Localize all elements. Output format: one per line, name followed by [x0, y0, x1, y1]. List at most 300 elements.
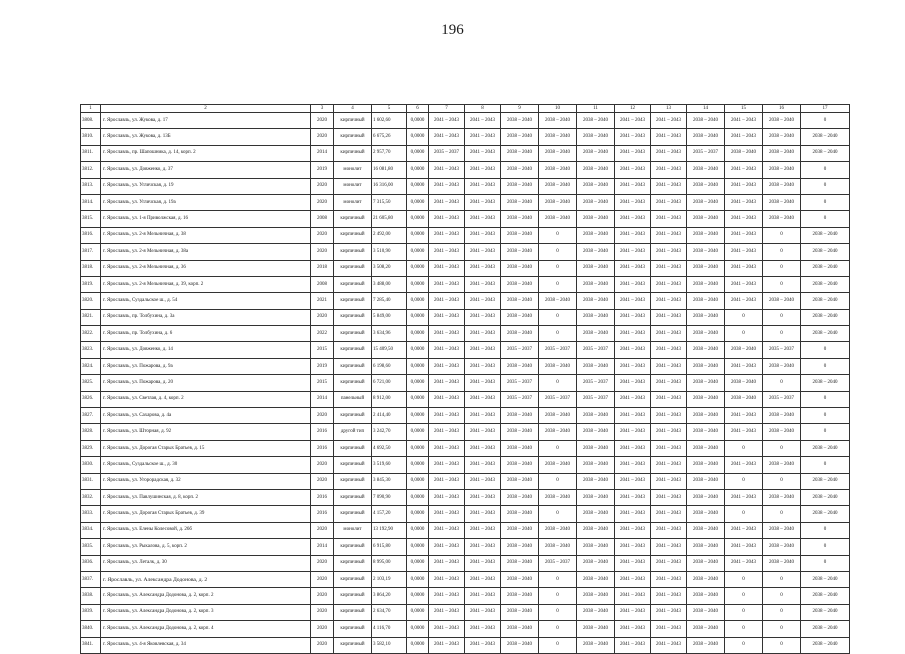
area-cell: 2 414,40 [372, 408, 407, 424]
area-cell: 16 316,00 [372, 178, 407, 194]
year-cell: 2020 [311, 457, 334, 473]
wall-material-cell: кирпичный [334, 145, 372, 161]
year-cell: 2021 [311, 293, 334, 309]
term-c14-cell: 2038 – 2040 [687, 457, 725, 473]
wall-material-cell: кирпичный [334, 113, 372, 129]
term-c9-cell: 2038 – 2040 [501, 457, 539, 473]
wall-material-cell: кирпичный [334, 408, 372, 424]
wall-material-cell: кирпичный [334, 539, 372, 555]
wear-cell: 0,0000 [407, 473, 429, 489]
term-c7-cell: 2041 – 2043 [429, 588, 465, 604]
term-c17-cell: 0 [801, 555, 850, 571]
table-row [81, 129, 850, 145]
term-c14-cell: 2038 – 2040 [687, 194, 725, 210]
term-c15-cell: 2041 – 2043 [725, 113, 763, 129]
term-c14-cell: 2038 – 2040 [687, 637, 725, 653]
row-number-cell: 3826. [81, 391, 101, 407]
term-c8-cell: 2041 – 2043 [465, 571, 501, 587]
term-c14-cell: 2038 – 2040 [687, 129, 725, 145]
term-c11-cell: 2038 – 2040 [577, 309, 615, 325]
term-c16-cell: 2038 – 2040 [763, 539, 801, 555]
wear-cell: 0,0000 [407, 227, 429, 243]
term-c15-cell: 2041 – 2043 [725, 358, 763, 374]
term-c12-cell: 2041 – 2043 [615, 489, 651, 505]
term-c8-cell: 2041 – 2043 [465, 489, 501, 505]
term-c8-cell: 2041 – 2043 [465, 145, 501, 161]
term-c11-cell: 2038 – 2040 [577, 358, 615, 374]
wall-material-cell: кирпичный [334, 309, 372, 325]
term-c14-cell: 2038 – 2040 [687, 162, 725, 178]
term-c7-cell: 2041 – 2043 [429, 539, 465, 555]
address-cell: г. Ярославль, ул. 2-я Мельничная, д. 36 [101, 260, 311, 276]
address-cell: г. Ярославль, ул. Александра Додонова, д. 2 [101, 571, 311, 587]
term-c11-cell: 2038 – 2040 [577, 145, 615, 161]
term-c8-cell: 2041 – 2043 [465, 162, 501, 178]
row-number-cell: 3823. [81, 342, 101, 358]
area-cell: 4 692,50 [372, 440, 407, 456]
year-cell: 2020 [311, 113, 334, 129]
term-c12-cell: 2041 – 2043 [615, 358, 651, 374]
area-cell: 3 845,30 [372, 473, 407, 489]
term-c9-cell: 2038 – 2040 [501, 555, 539, 571]
wear-cell: 0,0000 [407, 211, 429, 227]
term-c8-cell: 2041 – 2043 [465, 604, 501, 620]
term-c7-cell: 2041 – 2043 [429, 522, 465, 538]
term-c9-cell: 2038 – 2040 [501, 424, 539, 440]
term-c13-cell: 2041 – 2043 [651, 571, 687, 587]
term-c9-cell: 2038 – 2040 [501, 276, 539, 292]
table-row [81, 604, 850, 620]
column-number-16: 16 [763, 105, 801, 113]
wear-cell: 0,0000 [407, 162, 429, 178]
area-cell: 2 634,70 [372, 604, 407, 620]
term-c13-cell: 2041 – 2043 [651, 293, 687, 309]
row-number-cell: 3821. [81, 309, 101, 325]
term-c16-cell: 2035 – 2037 [763, 391, 801, 407]
term-c7-cell: 2041 – 2043 [429, 408, 465, 424]
address-cell: г. Ярославль, ул. Елены Колесовой, д. 26б [101, 522, 311, 538]
term-c17-cell: 0 [801, 342, 850, 358]
term-c16-cell: 2038 – 2040 [763, 129, 801, 145]
term-c17-cell: 2038 – 2040 [801, 244, 850, 260]
term-c7-cell: 2041 – 2043 [429, 276, 465, 292]
table-row [81, 375, 850, 391]
term-c9-cell: 2038 – 2040 [501, 211, 539, 227]
term-c16-cell: 0 [763, 637, 801, 653]
term-c12-cell: 2041 – 2043 [615, 555, 651, 571]
term-c12-cell: 2041 – 2043 [615, 309, 651, 325]
table-row [81, 309, 850, 325]
address-cell: г. Ярославль, ул. Угорорадская, д. 32 [101, 473, 311, 489]
term-c12-cell: 2041 – 2043 [615, 375, 651, 391]
address-cell: г. Ярославль, ул. Александра Додонова, д. 2, корп. 4 [101, 621, 311, 637]
address-cell: г. Ярославль, ул. Угличская, д. 19 [101, 178, 311, 194]
address-cell: г. Ярославль, пр. Толбухина, д. 3а [101, 309, 311, 325]
address-cell: г. Ярославль, ул. Довженко, д. 14 [101, 342, 311, 358]
term-c15-cell: 0 [725, 588, 763, 604]
row-number-cell: 3833. [81, 506, 101, 522]
term-c8-cell: 2041 – 2043 [465, 342, 501, 358]
area-cell: 3 582,10 [372, 637, 407, 653]
column-number-row [81, 105, 850, 113]
term-c17-cell: 0 [801, 408, 850, 424]
year-cell: 2014 [311, 539, 334, 555]
term-c16-cell: 0 [763, 506, 801, 522]
term-c17-cell: 0 [801, 358, 850, 374]
term-c8-cell: 2041 – 2043 [465, 227, 501, 243]
term-c9-cell: 2038 – 2040 [501, 440, 539, 456]
term-c8-cell: 2041 – 2043 [465, 424, 501, 440]
row-number-cell: 3834. [81, 522, 101, 538]
term-c8-cell: 2041 – 2043 [465, 358, 501, 374]
wear-cell: 0,0000 [407, 408, 429, 424]
term-c13-cell: 2041 – 2043 [651, 457, 687, 473]
area-cell: 6 675,26 [372, 129, 407, 145]
term-c17-cell: 2038 – 2040 [801, 473, 850, 489]
term-c17-cell: 0 [801, 522, 850, 538]
term-c15-cell: 2041 – 2043 [725, 522, 763, 538]
year-cell: 2020 [311, 588, 334, 604]
term-c17-cell: 0 [801, 178, 850, 194]
area-cell: 8 912,00 [372, 391, 407, 407]
term-c13-cell: 2041 – 2043 [651, 424, 687, 440]
term-c16-cell: 0 [763, 571, 801, 587]
term-c9-cell: 2038 – 2040 [501, 178, 539, 194]
term-c12-cell: 2041 – 2043 [615, 408, 651, 424]
term-c15-cell: 2041 – 2043 [725, 489, 763, 505]
row-number-cell: 3819. [81, 276, 101, 292]
term-c7-cell: 2041 – 2043 [429, 637, 465, 653]
wear-cell: 0,0000 [407, 588, 429, 604]
table-row [81, 276, 850, 292]
wall-material-cell: кирпичный [334, 637, 372, 653]
row-number-cell: 3837. [81, 571, 101, 587]
table-row [81, 178, 850, 194]
year-cell: 2018 [311, 260, 334, 276]
term-c9-cell: 2038 – 2040 [501, 489, 539, 505]
address-cell: г. Ярославль, ул. Светлая, д. 4, корп. 2 [101, 391, 311, 407]
column-number-14: 14 [687, 105, 725, 113]
term-c7-cell: 2041 – 2043 [429, 129, 465, 145]
address-cell: г. Ярославль, ул. Александра Додонова, д. 2, корп. 2 [101, 588, 311, 604]
term-c14-cell: 2038 – 2040 [687, 113, 725, 129]
wear-cell: 0,0000 [407, 440, 429, 456]
term-c14-cell: 2038 – 2040 [687, 227, 725, 243]
column-number-12: 12 [615, 105, 651, 113]
address-cell: г. Ярославль, пр. Толбухина, д. 6 [101, 326, 311, 342]
table-row [81, 145, 850, 161]
term-c14-cell: 2038 – 2040 [687, 473, 725, 489]
area-cell: 2 957,70 [372, 145, 407, 161]
year-cell: 2014 [311, 391, 334, 407]
area-cell: 15 409,50 [372, 342, 407, 358]
wear-cell: 0,0000 [407, 342, 429, 358]
row-number-cell: 3841. [81, 637, 101, 653]
term-c7-cell: 2041 – 2043 [429, 473, 465, 489]
term-c13-cell: 2041 – 2043 [651, 326, 687, 342]
term-c10-cell: 0 [539, 227, 577, 243]
term-c12-cell: 2041 – 2043 [615, 129, 651, 145]
wall-material-cell: кирпичный [334, 489, 372, 505]
term-c12-cell: 2041 – 2043 [615, 621, 651, 637]
term-c16-cell: 0 [763, 260, 801, 276]
term-c11-cell: 2038 – 2040 [577, 440, 615, 456]
wall-material-cell: кирпичный [334, 473, 372, 489]
term-c11-cell: 2038 – 2040 [577, 522, 615, 538]
term-c9-cell: 2038 – 2040 [501, 227, 539, 243]
wall-material-cell: монолит [334, 178, 372, 194]
term-c12-cell: 2041 – 2043 [615, 604, 651, 620]
term-c11-cell: 2038 – 2040 [577, 211, 615, 227]
term-c9-cell: 2038 – 2040 [501, 358, 539, 374]
term-c13-cell: 2041 – 2043 [651, 489, 687, 505]
term-c15-cell: 0 [725, 326, 763, 342]
term-c15-cell: 0 [725, 621, 763, 637]
term-c15-cell: 0 [725, 473, 763, 489]
address-cell: г. Ярославль, ул. Павлушинская, д. 8, корп. 2 [101, 489, 311, 505]
year-cell: 2020 [311, 621, 334, 637]
wear-cell: 0,0000 [407, 113, 429, 129]
term-c17-cell: 0 [801, 162, 850, 178]
year-cell: 2020 [311, 473, 334, 489]
term-c8-cell: 2041 – 2043 [465, 178, 501, 194]
term-c8-cell: 2041 – 2043 [465, 506, 501, 522]
address-cell: г. Ярославль, ул. 4-я Яковлевская, д. 34 [101, 637, 311, 653]
term-c13-cell: 2041 – 2043 [651, 342, 687, 358]
term-c17-cell: 0 [801, 211, 850, 227]
table-row [81, 571, 850, 587]
term-c11-cell: 2038 – 2040 [577, 424, 615, 440]
year-cell: 2016 [311, 489, 334, 505]
area-cell: 7 285,40 [372, 293, 407, 309]
year-cell: 2020 [311, 129, 334, 145]
term-c9-cell: 2038 – 2040 [501, 604, 539, 620]
term-c17-cell: 2038 – 2040 [801, 227, 850, 243]
term-c8-cell: 2041 – 2043 [465, 326, 501, 342]
term-c12-cell: 2041 – 2043 [615, 473, 651, 489]
term-c11-cell: 2038 – 2040 [577, 473, 615, 489]
term-c16-cell: 0 [763, 621, 801, 637]
term-c10-cell: 2038 – 2040 [539, 424, 577, 440]
row-number-cell: 3815. [81, 211, 101, 227]
term-c14-cell: 2038 – 2040 [687, 309, 725, 325]
address-cell: г. Ярославль, пр. Шапошника, д. 14, корп. 2 [101, 145, 311, 161]
term-c14-cell: 2038 – 2040 [687, 440, 725, 456]
term-c12-cell: 2041 – 2043 [615, 326, 651, 342]
address-cell: г. Ярославль, ул. 2-я Мельничная, д. 38а [101, 244, 311, 260]
term-c7-cell: 2041 – 2043 [429, 113, 465, 129]
term-c15-cell: 0 [725, 604, 763, 620]
term-c11-cell: 2038 – 2040 [577, 276, 615, 292]
row-number-cell: 3830. [81, 457, 101, 473]
row-number-cell: 3827. [81, 408, 101, 424]
term-c9-cell: 2038 – 2040 [501, 621, 539, 637]
term-c13-cell: 2041 – 2043 [651, 522, 687, 538]
year-cell: 2020 [311, 555, 334, 571]
term-c14-cell: 2038 – 2040 [687, 489, 725, 505]
term-c14-cell: 2038 – 2040 [687, 571, 725, 587]
address-cell: г. Ярославль, ул. Александра Додонова, д. 2, корп. 3 [101, 604, 311, 620]
term-c10-cell: 2035 – 2037 [539, 555, 577, 571]
wear-cell: 0,0000 [407, 309, 429, 325]
address-cell: г. Ярославль, Суздальское ш., д. 30 [101, 457, 311, 473]
table-row [81, 506, 850, 522]
term-c13-cell: 2041 – 2043 [651, 555, 687, 571]
term-c17-cell: 0 [801, 539, 850, 555]
term-c9-cell: 2038 – 2040 [501, 309, 539, 325]
wall-material-cell: монолит [334, 162, 372, 178]
wall-material-cell: панельный [334, 391, 372, 407]
term-c10-cell: 0 [539, 571, 577, 587]
term-c15-cell: 2041 – 2043 [725, 555, 763, 571]
term-c8-cell: 2041 – 2043 [465, 391, 501, 407]
term-c9-cell: 2038 – 2040 [501, 293, 539, 309]
term-c11-cell: 2038 – 2040 [577, 621, 615, 637]
term-c10-cell: 2038 – 2040 [539, 194, 577, 210]
wear-cell: 0,0000 [407, 375, 429, 391]
term-c10-cell: 2038 – 2040 [539, 408, 577, 424]
term-c12-cell: 2041 – 2043 [615, 162, 651, 178]
term-c13-cell: 2041 – 2043 [651, 227, 687, 243]
row-number-cell: 3835. [81, 539, 101, 555]
term-c7-cell: 2041 – 2043 [429, 375, 465, 391]
term-c15-cell: 2041 – 2043 [725, 162, 763, 178]
term-c11-cell: 2035 – 2037 [577, 342, 615, 358]
term-c10-cell: 0 [539, 326, 577, 342]
area-cell: 3 508,20 [372, 260, 407, 276]
term-c9-cell: 2038 – 2040 [501, 162, 539, 178]
wall-material-cell: кирпичный [334, 293, 372, 309]
term-c17-cell: 2038 – 2040 [801, 260, 850, 276]
column-number-15: 15 [725, 105, 763, 113]
column-number-11: 11 [577, 105, 615, 113]
year-cell: 2020 [311, 227, 334, 243]
row-number-cell: 3840. [81, 621, 101, 637]
term-c8-cell: 2041 – 2043 [465, 276, 501, 292]
address-cell: г. Ярославль, ул. Пожарова, д. 20 [101, 375, 311, 391]
term-c16-cell: 0 [763, 375, 801, 391]
term-c8-cell: 2041 – 2043 [465, 309, 501, 325]
area-cell: 3 488,00 [372, 276, 407, 292]
term-c16-cell: 2038 – 2040 [763, 408, 801, 424]
term-c12-cell: 2041 – 2043 [615, 260, 651, 276]
term-c8-cell: 2041 – 2043 [465, 473, 501, 489]
term-c10-cell: 0 [539, 621, 577, 637]
row-number-cell: 3822. [81, 326, 101, 342]
row-number-cell: 3824. [81, 358, 101, 374]
term-c17-cell: 2038 – 2040 [801, 276, 850, 292]
address-cell: г. Ярославль, ул. Дорогая Старых Братьев, д. 39 [101, 506, 311, 522]
term-c16-cell: 2038 – 2040 [763, 194, 801, 210]
term-c7-cell: 2041 – 2043 [429, 194, 465, 210]
term-c14-cell: 2038 – 2040 [687, 506, 725, 522]
term-c11-cell: 2038 – 2040 [577, 588, 615, 604]
term-c12-cell: 2041 – 2043 [615, 440, 651, 456]
term-c12-cell: 2041 – 2043 [615, 342, 651, 358]
term-c12-cell: 2041 – 2043 [615, 637, 651, 653]
table-row [81, 244, 850, 260]
wall-material-cell: кирпичный [334, 227, 372, 243]
term-c7-cell: 2041 – 2043 [429, 162, 465, 178]
table-row [81, 555, 850, 571]
term-c11-cell: 2038 – 2040 [577, 293, 615, 309]
term-c17-cell: 2038 – 2040 [801, 309, 850, 325]
wall-material-cell: кирпичный [334, 440, 372, 456]
term-c13-cell: 2041 – 2043 [651, 588, 687, 604]
term-c7-cell: 2041 – 2043 [429, 555, 465, 571]
wear-cell: 0,0000 [407, 358, 429, 374]
term-c13-cell: 2041 – 2043 [651, 621, 687, 637]
address-cell: г. Ярославль, ул. Угличская, д. 19а [101, 194, 311, 210]
term-c8-cell: 2041 – 2043 [465, 375, 501, 391]
term-c11-cell: 2038 – 2040 [577, 162, 615, 178]
term-c16-cell: 2038 – 2040 [763, 178, 801, 194]
term-c11-cell: 2038 – 2040 [577, 555, 615, 571]
wear-cell: 0,0000 [407, 145, 429, 161]
wear-cell: 0,0000 [407, 194, 429, 210]
term-c9-cell: 2038 – 2040 [501, 129, 539, 145]
table-row [81, 326, 850, 342]
column-number-2: 2 [101, 105, 311, 113]
wear-cell: 0,0000 [407, 326, 429, 342]
address-cell: г. Ярославль, Суздальское ш., д. 54 [101, 293, 311, 309]
area-cell: 2 103,19 [372, 571, 407, 587]
term-c10-cell: 2038 – 2040 [539, 129, 577, 145]
term-c15-cell: 2041 – 2043 [725, 539, 763, 555]
term-c14-cell: 2038 – 2040 [687, 211, 725, 227]
term-c15-cell: 2041 – 2043 [725, 244, 763, 260]
term-c15-cell: 2041 – 2043 [725, 276, 763, 292]
term-c8-cell: 2041 – 2043 [465, 211, 501, 227]
wall-material-cell: кирпичный [334, 211, 372, 227]
term-c7-cell: 2041 – 2043 [429, 604, 465, 620]
term-c12-cell: 2041 – 2043 [615, 539, 651, 555]
table-row [81, 342, 850, 358]
term-c10-cell: 0 [539, 440, 577, 456]
term-c9-cell: 2038 – 2040 [501, 522, 539, 538]
term-c14-cell: 2038 – 2040 [687, 424, 725, 440]
table-row [81, 211, 850, 227]
wall-material-cell: другой тип [334, 424, 372, 440]
row-number-cell: 3831. [81, 473, 101, 489]
term-c10-cell: 0 [539, 473, 577, 489]
term-c16-cell: 2038 – 2040 [763, 113, 801, 129]
term-c9-cell: 2038 – 2040 [501, 408, 539, 424]
term-c9-cell: 2038 – 2040 [501, 113, 539, 129]
term-c11-cell: 2038 – 2040 [577, 129, 615, 145]
term-c14-cell: 2038 – 2040 [687, 408, 725, 424]
wear-cell: 0,0000 [407, 604, 429, 620]
term-c13-cell: 2041 – 2043 [651, 276, 687, 292]
term-c10-cell: 2038 – 2040 [539, 358, 577, 374]
term-c17-cell: 2038 – 2040 [801, 293, 850, 309]
wear-cell: 0,0000 [407, 621, 429, 637]
row-number-cell: 3814. [81, 194, 101, 210]
term-c11-cell: 2035 – 2037 [577, 391, 615, 407]
term-c7-cell: 2041 – 2043 [429, 424, 465, 440]
term-c15-cell: 2041 – 2043 [725, 194, 763, 210]
row-number-cell: 3811. [81, 145, 101, 161]
wear-cell: 0,0000 [407, 637, 429, 653]
term-c8-cell: 2041 – 2043 [465, 457, 501, 473]
year-cell: 2020 [311, 604, 334, 620]
term-c10-cell: 2038 – 2040 [539, 113, 577, 129]
term-c17-cell: 2038 – 2040 [801, 621, 850, 637]
table-row [81, 113, 850, 129]
column-number-7: 7 [429, 105, 465, 113]
term-c14-cell: 2038 – 2040 [687, 604, 725, 620]
term-c13-cell: 2041 – 2043 [651, 145, 687, 161]
